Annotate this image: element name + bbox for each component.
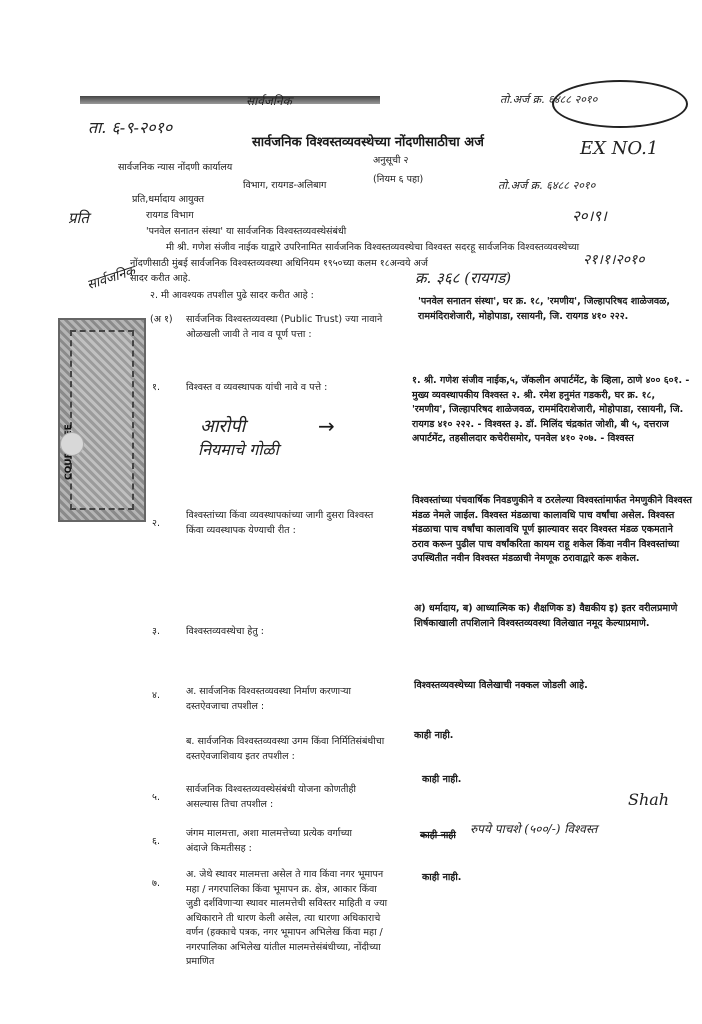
row-2-number: २.: [152, 518, 160, 529]
handwritten-exhibit: EX NO.1: [580, 138, 659, 159]
row-4a-label: अ. सार्वजनिक विश्वस्तव्यवस्था निर्माण करणाऱ्या दस्तऐवजाचा तपशील :: [186, 686, 352, 712]
row-6-value: काही नाही: [420, 830, 456, 841]
row-4a-value: विश्वस्तव्यवस्थेच्या विलेखाची नक्कल जोडली आहे.: [414, 680, 588, 691]
handwritten-receipt: ता. ६-९-२०१०: [88, 118, 173, 137]
row-4b-label: ब. सार्वजनिक विश्वस्तव्यवस्था उगम किंवा निर्मितिसंबंधीचा दस्तऐवजाशिवाय इतर तपशील :: [186, 736, 385, 762]
row-3-value: अ) धर्मादाय, ब) आध्यात्मिक क) शैक्षणिक ड) वैद्यकीय इ) इतर वरीलप्रमाणे शिर्षकाखाली तपशिलाने विश्वस्तव्यवस्था विलेखात नमूद केल्याप्रमाणे.: [414, 603, 678, 629]
row-a1-value: 'पनवेल सनातन संस्था', घर क्र. १८, 'रमणीय', जिल्हापरिषद शाळेजवळ, राममंदिराशेजारी, मोहोपाडा, रसायनी, जि. रायगड ४१० २२२.: [418, 296, 670, 322]
row-7-number: ७.: [152, 878, 160, 889]
arrow-icon: →: [318, 414, 335, 438]
scan-artifact: [80, 96, 380, 104]
handwritten-note-right: तो.अर्ज क्र. ६४८८ २०१०: [498, 179, 596, 192]
handwritten-margin-2: सार्वजनिक: [85, 263, 138, 294]
handwritten-receipt-top-right: तो.अर्ज क्र. ६४८८ २०१०: [500, 93, 598, 106]
intro-line-2: नोंदणीसाठी मुंबई सार्वजनिक विश्वस्तव्यवस्था अधिनियम १९५०च्या कलम १८अन्वये अर्ज सादर करीत आहे.: [130, 258, 428, 284]
stamp-border: [70, 330, 134, 510]
handwritten-top-stamp: सार्वजनिक: [246, 94, 292, 108]
row-1-value: १. श्री. गणेश संजीव नाईक,५, जॅकलीन अपार्टमेंट, के व्हिला, ठाणे ४०० ६०१. - मुख्य व्यवस्थापकीय विश्वस्त २. श्री. रमेश हनुमंत गडकरी, घर क्र. १८, 'रमणीय', जिल्हापरिषद शाळेजवळ, राममंदिराशेजारी, मोहोपाडा, रसायनी, जि. रायगड ४१० २२२. - विश्वस्त ३. डॉ. मिलिंद चंद्रकांत जोशी, बी ५, दत्तराज अपार्टमेंट, तहसीलदार कचेरीसमोर, पनवेल ४१० २०७. - विश्वस्त: [412, 375, 690, 444]
row-3-label: विश्वस्तव्यवस्थेचा हेतु :: [186, 626, 264, 637]
row-a1-label: सार्वजनिक विश्वस्तव्यवस्था (Public Trust) ज्या नावाने ओळखली जावी ते नाव व पूर्ण पत्ता :: [186, 314, 383, 340]
punch-hole-icon: [60, 432, 84, 456]
handwritten-aropi: आरोपी: [200, 416, 246, 437]
row-2-label: विश्वस्तांच्या किंवा व्यवस्थापकांच्या जागी दुसरा विश्वस्त किंवा व्यवस्थापक येण्याची रीत :: [186, 510, 374, 536]
row-1-label: विश्वस्त व व्यवस्थापक यांची नावे व पत्ते :: [186, 382, 328, 393]
row-6-number: ६.: [152, 836, 160, 847]
handwritten-margin-1: प्रति: [68, 209, 89, 227]
row-7-label: अ. जेथे स्थावर मालमत्ता असेल ते गाव किंवा नगर भूमापन महा / नगरपालिका किंवा भूमापन क्र. क्षेत्र, आकार किंवा जुडी दर्शविणाऱ्या स्थावर मालमत्तेची सविस्तर माहिती व ज्या अधिकाराने ती धारण केली असेल, त्या धारणा अधिकाराचे वर्णन (हक्काचे पत्रक, नगर भूमापन अभिलेख किंवा महा / नगरपालिका अभिलेख यांतील मालमत्तेसंबंधीच्या, नोंदीच्या प्रमाणित: [186, 869, 388, 967]
addressee: प्रति,धर्मादाय आयुक्त: [132, 194, 205, 205]
handwritten-date-mid: २०।९।: [572, 207, 607, 225]
row-6-label: जंगम मालमत्ता, अशा मालमत्तेच्या प्रत्येक वर्गाच्या अंदाजे किमतीसह :: [186, 828, 353, 854]
intro-line-1: मी श्री. गणेश संजीव नाईक याद्वारे उपरिनामित सार्वजनिक विश्वस्तव्यवस्थेचा विश्वस्त सदरहू सार्वजनिक विश्वस्तव्यवस्थेच्या: [166, 242, 580, 253]
addressee-division: रायगड विभाग: [146, 210, 194, 221]
row-4b-value: काही नाही.: [414, 730, 454, 741]
court-fee-stamp: [58, 318, 146, 522]
handwritten-signature: Shah: [628, 790, 670, 809]
handwritten-name: नियमाचे गोळी: [198, 440, 279, 459]
handwritten-item6: रुपये पाचशे (५००/-) विश्वस्त: [470, 822, 598, 836]
schedule-label: अनुसूची २: [373, 155, 409, 166]
row-5-number: ५.: [152, 792, 160, 803]
row-1-number: १.: [152, 382, 160, 393]
page-title: सार्वजनिक विश्वस्तव्यवस्थेच्या नोंदणीसाठीचा अर्ज: [252, 135, 484, 150]
row-4a-number: ४.: [152, 690, 160, 701]
row-5-value: काही नाही.: [422, 774, 462, 785]
row-5-label: सार्वजनिक विश्वस्तव्यवस्थेसंबंधी योजना कोणतीही असल्यास तिचा तपशील :: [186, 784, 356, 810]
office-name: सार्वजनिक न्यास नोंदणी कार्यालय: [118, 162, 233, 173]
row-2-value: विश्वस्तांच्या पंचवार्षिक निवडणुकीने व ठरलेल्या विश्वस्तांमार्फत नेमणुकीने विश्वस्त मंडळ नेमले जाईल. विश्वस्त मंडळाचा कालावधि पाच वर्षांचा असेल. विश्वस्त मंडळाचा पाच वर्षांचा कालावधि पूर्ण झाल्यावर सदर विश्वस्त मंडळ एकमताने ठराव करून पुढील पाच वर्षांकरिता कायम राहू शकेल किंवा नवीन विश्वस्तांच्या उपस्थितीत नवीन विश्वस्त मंडळाची नेमणूक ठरावाद्वारे करू शकेल.: [412, 495, 692, 564]
subject-line: 'पनवेल सनातन संस्था' या सार्वजनिक विश्वस्तव्यवस्थेसंबंधी: [146, 226, 347, 237]
intro-line-3: २. मी आवश्यक तपशील पुढे सादर करीत आहे :: [150, 290, 314, 301]
rule-label: (नियम ६ पहा): [373, 174, 424, 185]
row-a1-number: (अ १): [150, 314, 173, 325]
handwritten-reg-no: क्र. ३६८ (रायगड): [415, 269, 512, 287]
division-location: विभाग, रायगड-अलिबाग: [243, 180, 327, 191]
receipt-oval: [552, 80, 688, 128]
row-3-number: ३.: [152, 626, 160, 637]
row-7-value: काही नाही.: [422, 872, 462, 883]
handwritten-date-right: २१।१।२०१०: [583, 252, 645, 268]
